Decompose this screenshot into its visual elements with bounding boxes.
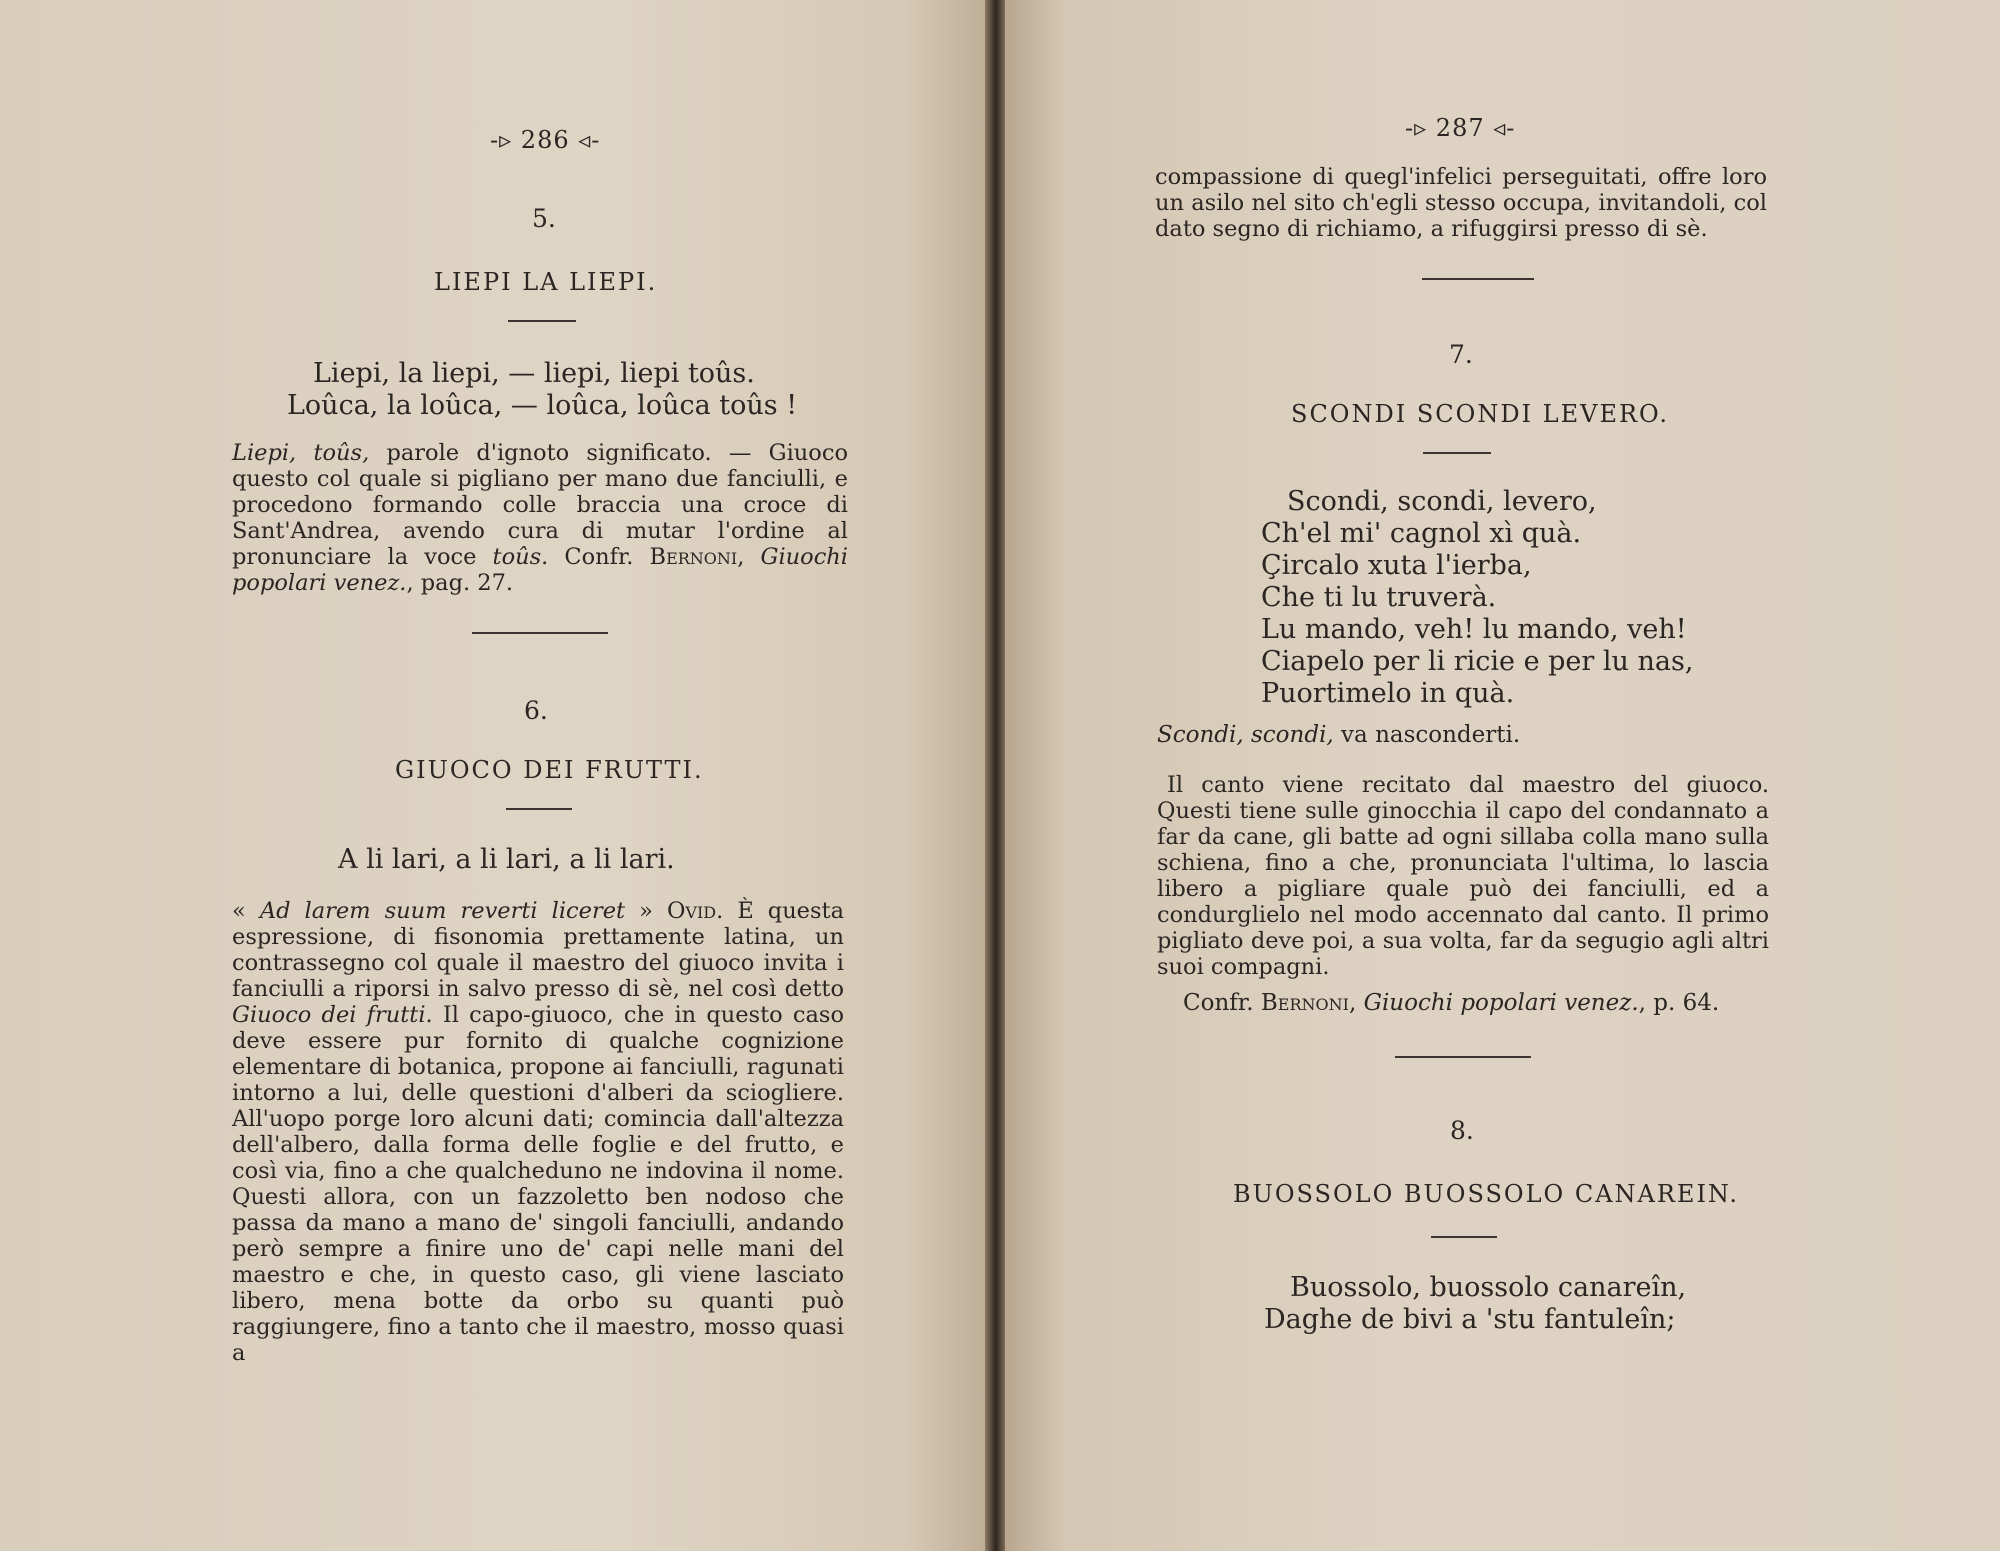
section-title: LIEPI LA LIEPI.: [434, 268, 658, 296]
folio-arrow-left-icon: -▹: [490, 126, 513, 154]
verse-line: Puortimelo in quà.: [1261, 678, 1515, 709]
note-page-ref: , pag. 27.: [406, 570, 514, 596]
section-rule: [508, 320, 576, 322]
confr-author: Bernoni: [1260, 990, 1349, 1016]
section-title: SCONDI SCONDI LEVERO.: [1291, 400, 1669, 428]
section-divider: [472, 632, 608, 634]
gloss-italic: Scondi, scondi,: [1157, 722, 1334, 748]
body-paragraph: Il canto viene recitato dal maestro del giuoco. Questi tiene sulle ginocchia il capo del condannato a far da cane, gli batte ad ogni sillaba colla mano sulla schiena, fino a che, pronunciata l'ultima, lo lascia libero a pigliare quale può dei fanciulli, ed a condurglielo nel modo accennato dal canto. Il primo pigliato deve poi, a sua volta, far da segugio agli altri suoi compagni.: [1157, 772, 1769, 980]
page-number-left: [490, 126, 600, 154]
body-text: È questa espressione, di fisonomia prettamente latina, un contrassegno col quale il maestro del giuoco invita i fanciulli a riporsi in salvo presso di sè, nel così detto: [232, 898, 845, 1002]
section-divider: [1395, 1056, 1531, 1058]
note-italic-lead: Liepi, toûs,: [232, 440, 370, 466]
section-title: GIUOCO DEI FRUTTI.: [395, 756, 704, 784]
verse-line: Lu mando, veh! lu mando, veh!: [1261, 614, 1687, 645]
confr-line: [1183, 990, 1773, 1016]
confr-book-title: Giuochi popolari venez.: [1363, 990, 1639, 1016]
note-book-title: Giuochi popolari venez.: [232, 544, 848, 596]
confr-page-ref: , p. 64.: [1638, 990, 1720, 1016]
page-number-text: 287: [1435, 114, 1485, 142]
body-italic: Giuoco dei frutti.: [232, 1002, 433, 1028]
verse-line: Daghe de bivi a 'stu fantuleîn;: [1264, 1304, 1676, 1335]
confr-comma: ,: [1348, 990, 1364, 1016]
latin-quote: Ad larem suum reverti liceret: [259, 898, 626, 924]
verse-line: Çircalo xuta l'ierba,: [1261, 550, 1532, 581]
left-page: [0, 0, 985, 1551]
section-number: 5.: [532, 204, 556, 233]
note-italic-word: toûs.: [492, 544, 549, 570]
page-number-right: [1405, 114, 1515, 142]
verse-line: Ciapelo per li ricie e per lu nas,: [1261, 646, 1694, 677]
verse-line: Liepi, la liepi, — liepi, liepi toûs.: [313, 358, 755, 389]
right-page: [1005, 0, 2000, 1551]
section-number: 7.: [1449, 340, 1473, 369]
section-rule: [1423, 452, 1491, 454]
note-author: Bernoni: [649, 544, 738, 570]
page-number-text: 286: [520, 126, 570, 154]
verse-line: Che ti lu truverà.: [1261, 582, 1497, 613]
section-divider: [1422, 278, 1534, 280]
verse-line: Buossolo, buossolo canareîn,: [1290, 1272, 1687, 1303]
note-confr: Confr.: [548, 544, 650, 570]
folio-arrow-right-icon: ◃-: [1493, 114, 1516, 142]
verse-line: A li lari, a li lari, a li lari.: [338, 844, 675, 875]
section-title: BUOSSOLO BUOSSOLO CANAREIN.: [1233, 1180, 1740, 1208]
section-number: 8.: [1450, 1116, 1474, 1145]
quote-open: «: [232, 898, 260, 924]
gloss-line: [1157, 722, 1769, 748]
note-paragraph: [232, 440, 848, 596]
folio-arrow-right-icon: ◃-: [578, 126, 601, 154]
gloss-text: va nasconderti.: [1333, 722, 1521, 748]
quote-author: Ovid.: [666, 898, 724, 924]
body-paragraph: [232, 898, 844, 1366]
body-text: Il capo-giuoco, che in questo caso deve essere pur fornito di qualche cognizione elementare di botanica, propone ai fanciulli, ragunati intorno a lui, delle questioni d'alberi da sciogliere. All'uopo porge loro alcuni dati; comincia dall'altezza dell'albero, dalla forma delle foglie e del frutto, e così via, fino a che qualcheduno ne indovina il nome. Questi allora, con un fazzoletto ben nodoso che passa da mano a mano de' singoli fanciulli, andando però sempre a finire uno de' capi nelle mani del maestro e che, in questo caso, gli viene lasciato libero, mena botte da orbo su quanti può raggiungere, fino a tanto che il maestro, mosso quasi a: [232, 1002, 844, 1366]
verse-line: Loûca, la loûca, — loûca, loûca toûs !: [287, 390, 798, 421]
carryover-paragraph: compassione di quegl'infelici perseguitati, offre loro un asilo nel sito ch'egli stesso occupa, invitandoli, col dato segno di richiamo, a rifuggirsi presso di sè.: [1155, 164, 1767, 242]
section-number: 6.: [524, 696, 548, 725]
note-comma: ,: [737, 544, 761, 570]
verse-line: Scondi, scondi, levero,: [1287, 486, 1597, 517]
verse-line: Ch'el mi' cagnol xì quà.: [1261, 518, 1582, 549]
note-text: parole d'ignoto significato. — Giuoco questo col quale si pigliano per mano due fanciulli, e procedono formando colle braccia una croce di Sant'Andrea, avendo cura di mutar l'ordine al pronunciare la voce: [232, 440, 848, 570]
quote-close: »: [625, 898, 667, 924]
section-rule: [506, 808, 572, 810]
section-rule: [1431, 1236, 1497, 1238]
book-gutter: [985, 0, 1005, 1551]
confr-lead: Confr.: [1183, 990, 1261, 1016]
folio-arrow-left-icon: -▹: [1405, 114, 1428, 142]
